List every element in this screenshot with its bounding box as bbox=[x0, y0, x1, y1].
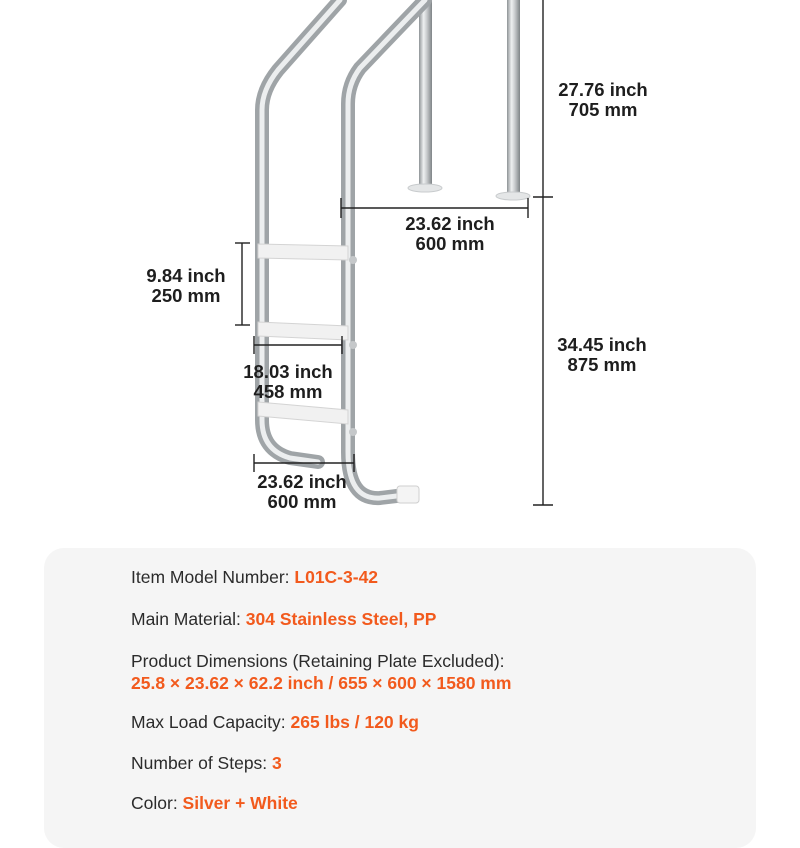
spec-load-label: Max Load Capacity: bbox=[131, 712, 291, 732]
back-posts bbox=[408, 0, 530, 200]
step-width-label bbox=[233, 362, 343, 402]
rail-height-label bbox=[548, 80, 658, 120]
rail-spacing-label bbox=[395, 214, 505, 254]
step-spacing-inch: 9.84 inch bbox=[146, 265, 226, 286]
spec-steps-value: 3 bbox=[272, 753, 282, 773]
step-width-inch: 18.03 inch bbox=[243, 361, 333, 382]
step-spacing-label bbox=[133, 266, 239, 306]
spec-steps bbox=[131, 752, 282, 774]
rail-height-inch: 27.76 inch bbox=[558, 79, 648, 100]
rail-spacing-mm: 600 mm bbox=[415, 233, 485, 254]
spec-load bbox=[131, 711, 419, 733]
spec-steps-label: Number of Steps: bbox=[131, 753, 273, 773]
total-height-mm: 875 mm bbox=[567, 354, 637, 375]
spec-color bbox=[131, 792, 298, 814]
total-height-label bbox=[547, 335, 657, 375]
spec-color-label: Color: bbox=[131, 793, 183, 813]
step-spacing-mm: 250 mm bbox=[151, 285, 221, 306]
spec-load-value: 265 lbs / 120 kg bbox=[290, 712, 419, 732]
spec-material-value: 304 Stainless Steel, PP bbox=[245, 609, 437, 629]
spec-model bbox=[131, 566, 378, 588]
spec-dimensions bbox=[131, 650, 511, 694]
spec-color-value: Silver + White bbox=[182, 793, 298, 813]
spec-dimensions-value: 25.8 × 23.62 × 62.2 inch / 655 × 600 × 1580 mm bbox=[131, 673, 512, 693]
base-width-label bbox=[246, 472, 358, 512]
step-width-mm: 458 mm bbox=[253, 381, 323, 402]
total-height-inch: 34.45 inch bbox=[557, 334, 647, 355]
spec-model-label: Item Model Number: bbox=[131, 567, 295, 587]
rail-height-mm: 705 mm bbox=[568, 99, 638, 120]
rail-end-cap bbox=[397, 486, 419, 503]
spec-model-value: L01C-3-42 bbox=[294, 567, 379, 587]
spec-material-label: Main Material: bbox=[131, 609, 246, 629]
spec-material bbox=[131, 608, 436, 630]
base-width-mm: 600 mm bbox=[267, 491, 337, 512]
base-width-inch: 23.62 inch bbox=[257, 471, 347, 492]
rail-spacing-inch: 23.62 inch bbox=[405, 213, 495, 234]
spec-dimensions-label: Product Dimensions (Retaining Plate Excluded): bbox=[131, 651, 505, 671]
